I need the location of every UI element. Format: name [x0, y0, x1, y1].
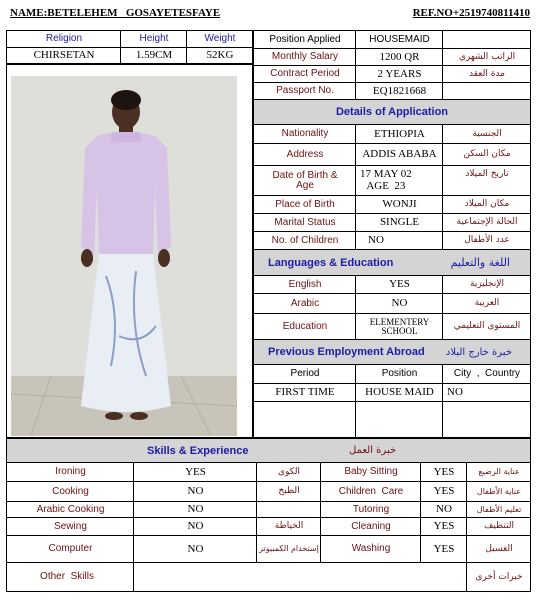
cooking-arabic: الطبخ [278, 486, 300, 497]
education-label: Education [282, 320, 328, 332]
details-header [253, 100, 531, 124]
details-table [253, 124, 531, 250]
skills-title: Skills & Experience [147, 444, 249, 457]
passport-value: EQ1821668 [372, 84, 427, 97]
other-skills-label: Other Skills [40, 571, 94, 583]
passport-label: Passport No. [276, 85, 334, 97]
cooking-label: Cooking [52, 485, 89, 497]
position-value: HOUSEMAID [369, 33, 430, 45]
employment-city: NO [447, 386, 463, 399]
ironing-value: YES [185, 465, 206, 478]
english-value: YES [389, 278, 410, 291]
baby-sitting-arabic: عناية الرضيع [478, 467, 520, 477]
weight-value: 52KG [206, 49, 234, 62]
dob-arabic: تاريخ الميلاد [465, 169, 509, 179]
details-title: Details of Application [335, 106, 449, 118]
sewing-arabic: الخياطة [274, 521, 304, 532]
languages-header [253, 250, 531, 275]
arabic-label: Arabic [290, 297, 320, 309]
employment-title-arabic: خبرة خارج البلاد [445, 346, 512, 358]
birthplace-label: Place of Birth [275, 198, 335, 210]
children-value: NO [368, 234, 384, 247]
children-arabic: عدد الأطفال [464, 235, 510, 246]
washing-value: YES [433, 542, 455, 555]
baby-sitting-label: Baby Sitting [344, 466, 398, 478]
position-col-header: Position [381, 368, 418, 380]
religion-value: CHIRSETAN [33, 49, 95, 62]
computer-arabic: إستخدام الكمبيوتر [259, 544, 319, 554]
washing-label: Washing [351, 543, 391, 555]
cleaning-label: Cleaning [351, 520, 391, 532]
english-label: English [288, 278, 322, 290]
nationality-value: ETHIOPIA [374, 127, 425, 140]
personal-stats-table [6, 30, 253, 64]
address-arabic: مكان السكن [463, 149, 511, 160]
address-label: Address [286, 148, 324, 160]
ironing-label: Ironing [55, 466, 86, 478]
english-arabic: الإنجليزية [470, 279, 504, 290]
dob-value: 17 MAY 02 AGE 23 [360, 168, 412, 192]
religion-label: Religion [45, 33, 83, 45]
tutoring-arabic: تعليم الأطفال [476, 504, 522, 514]
arabic-arabic: العربية [474, 298, 500, 309]
nationality-arabic: الجنسية [472, 128, 502, 139]
employment-header [253, 340, 531, 364]
position-table [253, 30, 531, 100]
marital-value: SINGLE [379, 216, 420, 229]
marital-arabic: الحالة الإجتماعية [456, 217, 518, 228]
employment-position: HOUSE MAID [365, 386, 434, 399]
languages-table [253, 275, 531, 340]
cleaning-arabic: التنظيف [483, 521, 515, 532]
children-care-arabic: عناية الأطفال [476, 486, 522, 496]
candidate-name: NAME:BETELEHEM GOSAYETESFAYE [10, 7, 221, 19]
photo-frame [6, 64, 253, 438]
employment-period: FIRST TIME [275, 386, 335, 399]
other-skills-arabic: خبرات أخرى [475, 571, 523, 582]
contract-arabic: مدة العقد [469, 68, 505, 79]
children-care-value: YES [433, 485, 455, 498]
arabic-value: NO [391, 297, 408, 310]
tutoring-value: NO [436, 503, 452, 516]
skills-header [6, 438, 531, 462]
contract-label: Contract Period [270, 68, 340, 80]
employment-title: Previous Employment Abroad [268, 346, 425, 358]
arabic-cooking-arabic [257, 502, 321, 518]
washing-arabic: الغسيل [485, 543, 513, 554]
reference-number: REF.NO+2519740811410 [412, 7, 530, 19]
candidate-photo [11, 76, 237, 436]
education-value: ELEMENTERY SCHOOL [369, 316, 430, 336]
cleaning-value: YES [433, 520, 455, 533]
ironing-arabic: الكوى [278, 466, 300, 477]
languages-title-arabic: اللغة والتعليم [450, 256, 510, 269]
cooking-value: NO [187, 485, 204, 498]
nationality-label: Nationality [281, 128, 329, 140]
position-label: Position Applied [269, 33, 341, 45]
birthplace-value: WONJI [382, 198, 417, 211]
computer-label: Computer [48, 543, 93, 555]
tutoring-label: Tutoring [352, 503, 390, 515]
arabic-cooking-label: Arabic Cooking [36, 503, 105, 515]
education-arabic: المستوى التعليمي [453, 321, 521, 332]
address-value: ADDIS ABABA [362, 148, 437, 161]
children-care-label: Children Care [338, 485, 404, 497]
sewing-label: Sewing [54, 520, 87, 532]
weight-label: Weight [204, 33, 236, 45]
city-col-header: City , Country [453, 368, 521, 380]
employment-table [253, 364, 531, 438]
height-label: Height [139, 33, 169, 45]
birthplace-arabic: مكان الميلاد [464, 199, 510, 210]
sewing-value: NO [187, 520, 204, 533]
height-value: 1.59CM [135, 49, 173, 62]
salary-value: 1200 QR [379, 50, 420, 63]
period-col-header: Period [290, 368, 320, 380]
computer-value: NO [187, 542, 204, 555]
passport-arabic [443, 83, 531, 100]
baby-sitting-value: YES [433, 465, 455, 478]
salary-label: Monthly Salary [271, 51, 339, 63]
dob-label: Date of Birth & Age [272, 169, 338, 191]
children-label: No. of Children [271, 234, 339, 246]
skills-table [6, 462, 531, 592]
marital-label: Marital Status [274, 216, 336, 228]
salary-arabic: الراتب الشهري [458, 51, 516, 62]
languages-title: Languages & Education [268, 256, 394, 269]
arabic-cooking-value: NO [187, 503, 204, 516]
skills-title-arabic: خبرة العمل [349, 445, 397, 456]
contract-value: 2 YEARS [377, 67, 422, 80]
